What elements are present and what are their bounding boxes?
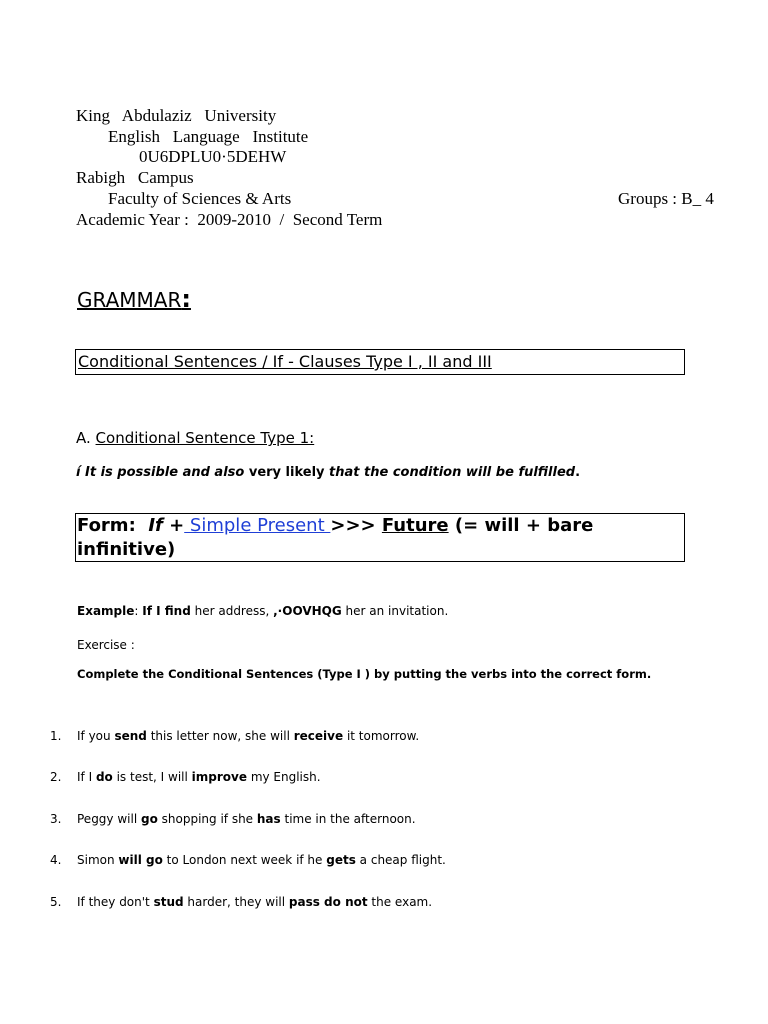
exercise-number: 5. — [50, 895, 62, 909]
section-a-heading — [76, 429, 314, 447]
exercise-label: Exercise : — [77, 638, 135, 652]
exercise-item — [77, 729, 419, 743]
institute-name: English Language Institute — [108, 127, 309, 146]
exercise-instruction: Complete the Conditional Sentences (Type I ) by putting the verbs into the correct form. — [77, 667, 652, 681]
exercise-text: is test, I will — [112, 770, 192, 784]
example-garbled: ,·OOVHQG — [273, 604, 342, 618]
exercise-item — [77, 812, 416, 826]
exercise-text: If they don't — [77, 895, 154, 909]
exercise-verb: go — [140, 812, 158, 826]
exercise-verb: improve — [191, 770, 247, 784]
topic-title: Conditional Sentences / If - Clauses Type I , II and III — [78, 352, 492, 371]
bullet-glyph: í — [76, 465, 81, 480]
campus-name: Rabigh Campus — [76, 168, 194, 187]
exercise-text: If I — [77, 770, 96, 784]
grammar-heading-colon: : — [181, 285, 191, 313]
simple-present-link[interactable]: Simple Present — [184, 515, 331, 536]
example-label: Example — [77, 604, 135, 618]
exercise-verb: stud — [153, 895, 184, 909]
exercise-item — [77, 895, 432, 909]
condition-description: í It is possible and also very likely that the condition will be fulfilled. — [76, 465, 581, 480]
exercise-text: Peggy will — [77, 812, 141, 826]
form-label: Form: — [77, 515, 136, 536]
exercise-text: the exam. — [367, 895, 433, 909]
academic-year: Academic Year : 2009-2010 / Second Term — [76, 210, 383, 229]
exercise-item — [77, 770, 321, 784]
exercise-text: time in the afternoon. — [280, 812, 416, 826]
exercise-verb: has — [256, 812, 281, 826]
exercise-number: 4. — [50, 853, 62, 867]
exercise-verb: pass do not — [288, 895, 368, 909]
exercise-number: 1. — [50, 729, 62, 743]
exercise-number: 2. — [50, 770, 62, 784]
exercise-text: it tomorrow. — [343, 729, 420, 743]
exercise-text: a cheap flight. — [355, 853, 446, 867]
exercise-text: this letter now, she will — [146, 729, 294, 743]
grammar-heading-text: GRAMMAR — [77, 288, 182, 312]
exercise-text: If you — [77, 729, 115, 743]
exercise-text: shopping if she — [157, 812, 257, 826]
future-label: Future — [381, 515, 449, 536]
university-name: King Abdulaziz University — [76, 106, 277, 125]
exercise-text: harder, they will — [183, 895, 289, 909]
exercise-verb: send — [114, 729, 147, 743]
exercise-item — [77, 853, 446, 867]
exercise-verb: do — [95, 770, 113, 784]
exercise-text: to London next week if he — [162, 853, 327, 867]
exercise-verb: will go — [118, 853, 163, 867]
groups-label: Groups : B_ 4 — [618, 189, 714, 208]
section-a-prefix: A. — [76, 429, 96, 447]
exercise-text: my English. — [247, 770, 321, 784]
grammar-heading — [77, 285, 191, 313]
garbled-header-text: 0U6DPLU0·5DEHW — [139, 147, 287, 166]
example-line: Example: If I find her address, ,·OOVHQG her an invitation. — [77, 604, 449, 618]
faculty-name: Faculty of Sciences & Arts — [108, 189, 292, 208]
exercise-number: 3. — [50, 812, 62, 826]
exercise-verb: receive — [293, 729, 344, 743]
exercise-text: Simon — [77, 853, 119, 867]
form-if-word: If — [148, 515, 163, 536]
section-a-title: Conditional Sentence Type 1: — [95, 429, 315, 447]
form-rule: Form: If + Simple Present >>> Future (= will + bare infinitive) — [77, 515, 594, 560]
exercise-verb: gets — [326, 853, 356, 867]
